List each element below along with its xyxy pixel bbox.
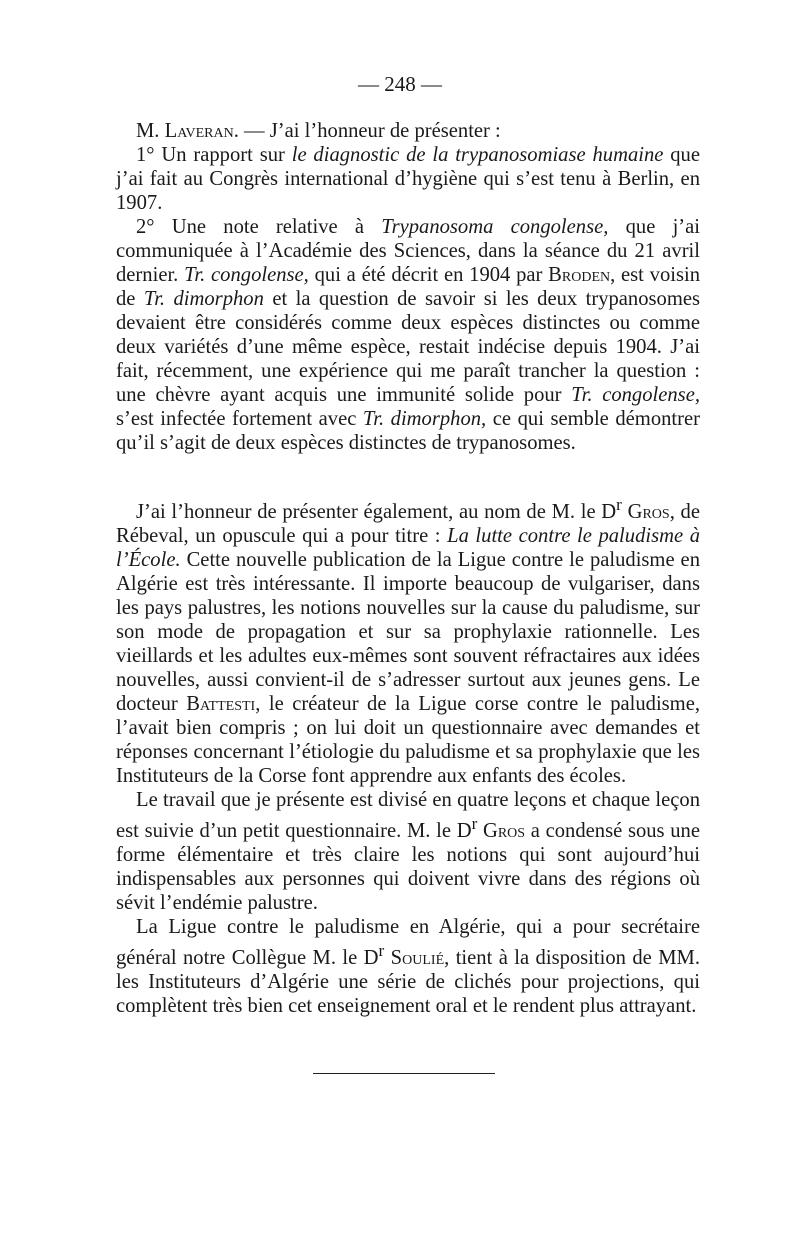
- end-rule: [313, 1073, 495, 1074]
- author-name: Soulié: [384, 946, 445, 969]
- item-2-text: s’est infectée fortement avec: [116, 408, 363, 430]
- work-paragraph: [116, 788, 700, 915]
- item-1-title: le diagnostic de la trypanosomiase humaine: [291, 144, 664, 166]
- item-1-paragraph: [116, 143, 700, 215]
- item-2-text: est voisin de: [116, 264, 701, 310]
- gros-section: [116, 493, 700, 1018]
- paragraph-text: Le travail que je présente est divisé en quatre leçons et chaque leçon est suivie d’un petit questionnaire. M. le D: [116, 788, 700, 842]
- paragraph-text: , tient à la disposition de MM. les Instituteurs d’Algérie une série de clichés pour projections, qui complètent très bien cet enseignement oral et le rendent plus attrayant.: [116, 946, 700, 1017]
- intro-paragraph: [116, 119, 700, 143]
- book-title: La lutte contre le paludisme à l’École.: [116, 524, 700, 571]
- item-2-text: qui a été décrit en 1904 par: [308, 264, 549, 286]
- paragraph-text: , de Rébeval, un opuscule qui a pour titre :: [116, 500, 700, 547]
- item-2-prefix: 2° Une note relative à: [136, 216, 382, 238]
- item-2-text: et la question de savoir si les deux trypanosomes devaient être considérés comme deux espèces distinctes ou comme deux variétés d’une même espèce, restait indécise depuis 1904. J’ai fait, récemment, une expérience qui me paraît trancher la question : une chèvre ayant acquis une immunité solide pour: [116, 288, 701, 406]
- laveran-section: [116, 119, 700, 455]
- superscript: r: [378, 940, 385, 960]
- ligue-paragraph: [116, 915, 700, 1018]
- intro-text: — J’ai l’honneur de présenter :: [238, 120, 501, 142]
- item-1-prefix: 1° Un rapport sur: [136, 144, 292, 166]
- paragraph-text: le créateur de la Ligue corse contre le paludisme, l’avait bien compris ; on lui doit un questionnaire avec demandes et réponses concernant l’étiologie du paludisme et sa prophylaxie que les Instituteurs de la Corse font apprendre aux enfants des écoles.: [116, 692, 700, 787]
- item-1-suffix: que j’ai fait au Congrès international d’hygiène qui s’est tenu à Berlin, en 1907.: [116, 144, 700, 214]
- page-number: — 248 —: [358, 72, 442, 96]
- item-2-text: ce qui semble démontrer qu’il s’agit de deux espèces distinctes de trypanosomes.: [116, 408, 700, 454]
- paragraph-text: a condensé sous une forme élémentaire et très claire les notions qui sont aujourd’hui indispensables aux personnes qui doivent vivre dans des régions où sévit l’endémie palustre.: [116, 819, 700, 914]
- author-name: Broden,: [548, 264, 616, 286]
- speaker-name: M. Laveran.: [136, 120, 239, 142]
- author-name: Gros: [621, 500, 670, 523]
- superscript: r: [471, 813, 478, 833]
- paragraph-text: La Ligue contre le paludisme en Algérie, qui a pour secrétaire général notre Collègue M. le D: [116, 915, 700, 969]
- item-2-text: que j’ai communiquée à l’Académie des Sciences, dans la séance du 21 avril dernier.: [116, 216, 701, 286]
- opuscule-paragraph: [116, 493, 700, 788]
- author-name: Gros: [477, 819, 526, 842]
- species-name: Tr. dimorphon: [143, 288, 264, 310]
- superscript: r: [616, 495, 622, 514]
- species-name: Tr. congolense,: [571, 384, 700, 406]
- species-name: Tr. congolense,: [184, 264, 309, 286]
- paragraph-text: J’ai l’honneur de présenter également, au nom de M. le D: [136, 500, 617, 523]
- species-name: Trypanosoma congolense,: [381, 216, 609, 238]
- author-name: Battesti,: [186, 692, 261, 715]
- paragraph-text: Cette nouvelle publication de la Ligue contre le paludisme en Algérie est très intéressante. Il importe beaucoup de vulgariser, dans les pays palustres, les notions nouvelles sur la cause du paludisme, sur son mode de propagation et sur sa prophylaxie rationnelle. Les vieillards et les adultes eux-mêmes sont souvent réfractaires aux idées nouvelles, aussi convient-il de s’adresser surtout aux jeunes gens. Le docteur: [116, 548, 700, 715]
- species-name: Tr. dimorphon,: [362, 408, 487, 430]
- item-2-paragraph: [116, 215, 700, 455]
